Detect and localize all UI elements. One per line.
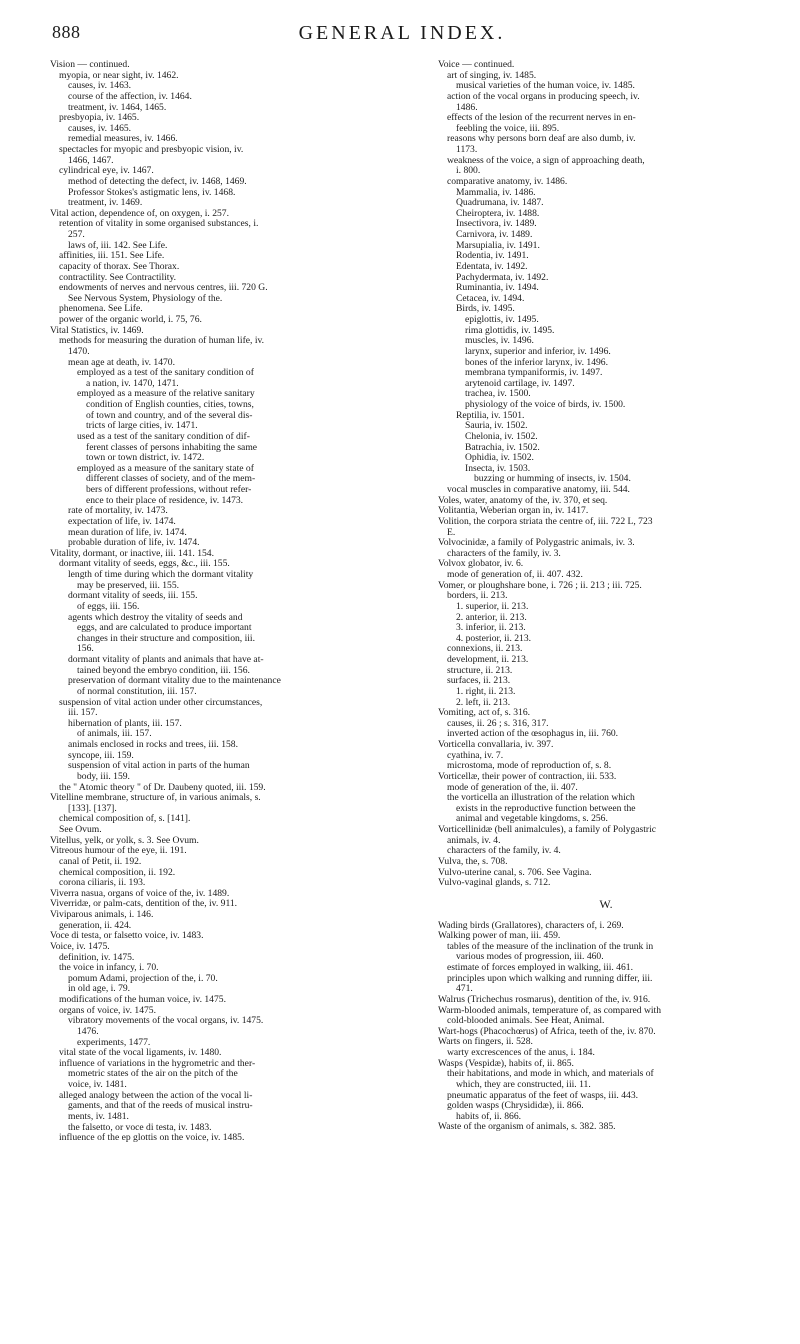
index-entry: Walrus (Trichechus rosmarus), dentition of the, iv. 916.	[438, 994, 651, 1005]
index-subentry: phenomena. See Life.	[59, 304, 143, 315]
index-subentry: ence to their place of residence, iv. 1473.	[86, 495, 244, 506]
index-subentry: animals enclosed in rocks and trees, iii. 158.	[68, 740, 238, 750]
index-subentry: affinities, iii. 151. See Life.	[59, 251, 165, 262]
index-subentry: Mammalia, iv. 1486.	[456, 187, 536, 198]
index-subentry: surfaces, ii. 213.	[447, 676, 511, 687]
index-subentry: principles upon which walking and running differ, iii.	[447, 973, 653, 984]
index-subentry: the falsetto, or voce di testa, iv. 1483.	[68, 1122, 212, 1133]
left-index-column	[50, 60, 386, 1144]
index-subentry: mometric states of the air on the pitch of the	[68, 1069, 238, 1080]
index-subentry: treatment, iv. 1464, 1465.	[68, 102, 167, 113]
index-subentry: generation, ii. 424.	[59, 920, 132, 931]
index-subentry: the " Atomic theory " of Dr. Daubeny quoted, iii. 159.	[59, 782, 266, 793]
index-subentry: 1486.	[456, 102, 478, 113]
index-entry: Wasps (Vespidæ), habits of, ii. 865.	[438, 1058, 574, 1069]
index-subentry: employed as a measure of the sanitary state of	[77, 463, 254, 474]
index-subentry: trachea, iv. 1500.	[465, 389, 531, 400]
right-index-column	[438, 60, 774, 1133]
index-subentry: chemical composition of, s. [141].	[59, 814, 191, 825]
index-subentry: Cheiroptera, iv. 1488.	[456, 208, 540, 219]
index-subentry: membrana tympaniformis, iv. 1497.	[465, 368, 603, 379]
running-title: GENERAL INDEX.	[298, 22, 506, 44]
index-subentry: suspension of vital action in parts of the human	[68, 761, 250, 772]
index-subentry: corona ciliaris, ii. 193.	[59, 878, 146, 889]
index-subentry: method of detecting the defect, iv. 1468, 1469.	[68, 176, 247, 187]
index-subentry: animals, iv. 4.	[447, 835, 501, 846]
index-entry: Viverra nasua, organs of voice of the, iv. 1489.	[50, 888, 230, 899]
index-subentry: chemical composition, ii. 192.	[59, 867, 176, 878]
index-subentry: i. 800.	[456, 166, 481, 177]
index-subentry: Quadrumana, iv. 1487.	[456, 198, 544, 209]
index-entry: Vulvo-vaginal glands, s. 712.	[438, 878, 551, 889]
index-subentry: connexions, ii. 213.	[447, 644, 523, 655]
index-subentry: epiglottis, iv. 1495.	[465, 315, 539, 325]
index-subentry: borders, ii. 213.	[447, 591, 508, 602]
index-subentry: of eggs, iii. 156.	[77, 601, 140, 612]
index-entry: Volition, the corpora striata the centre of, iii. 722 L, 723	[438, 516, 653, 527]
page-header	[52, 22, 752, 52]
index-subentry: Pachydermata, iv. 1492.	[456, 272, 549, 283]
index-subentry: See Ovum.	[59, 825, 102, 835]
index-subentry: methods for measuring the duration of human life, iv.	[59, 336, 265, 347]
index-subentry: treatment, iv. 1469.	[68, 198, 143, 209]
index-subentry: power of the organic world, i. 75, 76.	[59, 315, 202, 325]
index-entry: Vorticellinidæ (bell animalcules), a family of Polygastric	[438, 825, 657, 835]
index-subentry: cylindrical eye, iv. 1467.	[59, 166, 154, 177]
index-subentry: physiology of the voice of birds, iv. 1500.	[465, 400, 626, 410]
index-subentry: art of singing, iv. 1485.	[447, 70, 537, 81]
index-subentry: of normal constitution, iii. 157.	[77, 686, 197, 697]
index-subentry: Batrachia, iv. 1502.	[465, 442, 540, 453]
index-entry: Vitreous humour of the eye, ii. 191.	[50, 846, 187, 857]
index-subentry: Sauria, iv. 1502.	[465, 421, 528, 432]
index-subentry: employed as a measure of the relative sanitary	[77, 389, 255, 400]
index-subentry: which, they are constructed, iii. 11.	[456, 1079, 591, 1090]
index-subentry: may be preserved, iii. 155.	[77, 580, 180, 591]
index-subentry: the vorticella an illustration of the relation which	[447, 793, 635, 804]
index-subentry: ments, iv. 1481.	[68, 1111, 129, 1122]
index-subentry: alleged analogy between the action of the vocal li-	[59, 1090, 253, 1101]
index-subentry: structure, ii. 213.	[447, 665, 513, 676]
index-subentry: expectation of life, iv. 1474.	[68, 516, 176, 527]
index-subentry: Professor Stokes's astigmatic lens, iv. 1468.	[68, 187, 236, 198]
index-entry: Vital action, dependence of, on oxygen, i. 257.	[50, 208, 229, 219]
index-subentry: various modes of progression, iii. 460.	[456, 952, 604, 963]
index-subentry: myopia, or near sight, iv. 1462.	[59, 70, 179, 81]
index-subentry: influence of variations in the hygrometric and ther-	[59, 1058, 256, 1069]
index-subentry: feebling the voice, iii. 895.	[456, 123, 560, 134]
index-subentry: 1. superior, ii. 213.	[456, 601, 529, 612]
index-subentry: arytenoid cartilage, iv. 1497.	[465, 378, 575, 389]
index-subentry: E.	[447, 527, 456, 538]
index-subentry: Ophidia, iv. 1502.	[465, 453, 534, 464]
index-subentry: hibernation of plants, iii. 157.	[68, 718, 182, 729]
index-subentry: condition of English counties, cities, towns,	[86, 400, 254, 410]
index-subentry: laws of, iii. 142. See Life.	[68, 240, 168, 251]
index-subentry: changes in their structure and composition, iii.	[77, 633, 255, 644]
index-subentry: muscles, iv. 1496.	[465, 336, 534, 347]
index-subentry: experiments, 1477.	[77, 1037, 151, 1048]
index-subentry: cyathina, iv. 7.	[447, 750, 504, 761]
index-subentry: agents which destroy the vitality of seeds and	[68, 612, 243, 623]
index-subentry: habits of, ii. 866.	[456, 1111, 522, 1122]
index-entry: Vorticellæ, their power of contraction, iii. 533.	[438, 771, 617, 782]
index-entry: Vomer, or ploughshare bone, i. 726 ; ii. 213 ; iii. 725.	[438, 580, 642, 591]
index-subentry: Birds, iv. 1495.	[456, 304, 515, 315]
index-subentry: canal of Petit, ii. 192.	[59, 856, 142, 867]
index-subentry: organs of voice, iv. 1475.	[59, 1005, 156, 1016]
index-subentry: the voice in infancy, i. 70.	[59, 963, 159, 974]
index-entry: Wading birds (Grallatores), characters of, i. 269.	[438, 920, 624, 931]
index-subentry: contractility. See Contractility.	[59, 272, 177, 283]
index-entry: Walking power of man, iii. 459.	[438, 931, 561, 942]
index-subentry: retention of vitality in some organised substances, i.	[59, 219, 259, 230]
index-entry: Viviparous animals, i. 146.	[50, 910, 154, 920]
index-subentry: animal and vegetable kingdoms, s. 256.	[456, 814, 608, 825]
index-subentry: used as a test of the sanitary condition of dif-	[77, 431, 250, 442]
index-subentry: inverted action of the œsophagus in, iii. 760.	[447, 729, 619, 740]
index-subentry: comparative anatomy, iv. 1486.	[447, 176, 568, 187]
index-subentry: Ruminantia, iv. 1494.	[456, 283, 539, 294]
index-subentry: action of the vocal organs in producing speech, iv.	[447, 91, 640, 102]
index-entry: Warm-blooded animals, temperature of, as compared with	[438, 1005, 662, 1016]
index-subentry: voice, iv. 1481.	[68, 1080, 127, 1090]
index-subentry: in old age, i. 79.	[68, 984, 131, 995]
index-subentry: ferent classes of persons inhabiting the same	[86, 442, 258, 453]
index-entry: Waste of the organism of animals, s. 382. 385.	[438, 1122, 616, 1133]
index-entry: Vision — continued.	[50, 60, 130, 70]
index-subentry: dormant vitality of seeds, iii. 155.	[68, 591, 198, 602]
index-entry: Vorticella convallaria, iv. 397.	[438, 740, 554, 750]
index-entry: Vitellus, yelk, or yolk, s. 3. See Ovum.	[50, 835, 199, 846]
index-subentry: estimate of forces employed in walking, iii. 461.	[447, 963, 633, 974]
index-subentry: bones of the inferior larynx, iv. 1496.	[465, 357, 608, 368]
index-entry: Vomiting, act of, s. 316.	[438, 708, 531, 719]
index-subentry: golden wasps (Chrysididæ), ii. 866.	[447, 1101, 584, 1112]
index-subentry: tables of the measure of the inclination of the trunk in	[447, 941, 654, 952]
index-subentry: pneumatic apparatus of the feet of wasps, iii. 443.	[447, 1090, 639, 1101]
index-subentry: of animals, iii. 157.	[77, 729, 152, 740]
index-subentry: 257.	[68, 230, 85, 240]
index-subentry: length of time during which the dormant vitality	[68, 570, 254, 580]
index-subentry: mean age at death, iv. 1470.	[68, 357, 176, 368]
index-subentry: mean duration of life, iv. 1474.	[68, 527, 187, 538]
index-entry: Vital Statistics, iv. 1469.	[50, 325, 144, 336]
index-subentry: buzzing or humming of insects, iv. 1504.	[474, 474, 631, 485]
index-subentry: rate of mortality, iv. 1473.	[68, 506, 168, 517]
index-subentry: a nation, iv. 1470, 1471.	[86, 378, 179, 389]
index-subentry: tained beyond the embryo condition, iii. 156.	[77, 665, 250, 676]
index-subentry: Edentata, iv. 1492.	[456, 261, 528, 272]
index-subentry: syncope, iii. 159.	[68, 750, 134, 761]
index-entry: Voce di testa, or falsetto voice, iv. 1483.	[50, 931, 204, 942]
index-subentry: Insectivora, iv. 1489.	[456, 219, 537, 230]
index-subentry: definition, iv. 1475.	[59, 952, 135, 963]
index-subentry: probable duration of life, iv. 1474.	[68, 538, 200, 549]
index-subentry: causes, ii. 26 ; s. 316, 317.	[447, 718, 549, 729]
index-subentry: warty excrescences of the anus, i. 184.	[447, 1048, 595, 1059]
index-subentry: 1173.	[456, 145, 478, 155]
index-subentry: vibratory movements of the vocal organs, iv. 1475.	[68, 1016, 264, 1027]
index-subentry: Reptilia, iv. 1501.	[456, 410, 525, 421]
index-entry: Voice — continued.	[438, 60, 515, 70]
index-subentry: 1466, 1467.	[68, 155, 114, 166]
index-subentry: weakness of the voice, a sign of approaching death,	[447, 155, 645, 166]
index-subentry: 1470.	[68, 346, 90, 357]
index-subentry: characters of the family, iv. 4.	[447, 846, 561, 857]
index-subentry: spectacles for myopic and presbyopic vision, iv.	[59, 145, 244, 155]
index-subentry: dormant vitality of seeds, eggs, &c., iii. 155.	[59, 559, 230, 570]
index-subentry: vocal muscles in comparative anatomy, iii. 544.	[447, 485, 630, 495]
index-subentry: See Nervous System, Physiology of the.	[68, 293, 223, 304]
index-subentry: their habitations, and mode in which, and materials of	[447, 1069, 654, 1080]
index-entry: Vitality, dormant, or inactive, iii. 141. 154.	[50, 548, 214, 559]
index-subentry: capacity of thorax. See Thorax.	[59, 261, 180, 272]
index-subentry: Chelonia, iv. 1502.	[465, 431, 538, 442]
index-subentry: remedial measures, iv. 1466.	[68, 134, 178, 145]
index-subentry: 4. posterior, ii. 213.	[456, 633, 532, 644]
index-entry: Vulva, the, s. 708.	[438, 856, 508, 867]
index-subentry: development, ii. 213.	[447, 655, 529, 665]
index-subentry: rima glottidis, iv. 1495.	[465, 325, 555, 336]
index-subentry: iii. 157.	[68, 708, 98, 719]
index-subentry: endowments of nerves and nervous centres, iii. 720 G.	[59, 283, 268, 294]
index-subentry: 2. anterior, ii. 213.	[456, 612, 527, 623]
index-subentry: causes, iv. 1465.	[68, 123, 132, 134]
index-subentry: Carnivora, iv. 1489.	[456, 230, 533, 240]
index-subentry: causes, iv. 1463.	[68, 81, 132, 92]
index-entry: Volvocinidæ, a family of Polygastric animals, iv. 3.	[438, 538, 635, 549]
index-subentry: 2. left, ii. 213.	[456, 697, 511, 708]
index-subentry: larynx, superior and inferior, iv. 1496.	[465, 346, 611, 357]
index-subentry: tricts of large cities, iv. 1471.	[86, 421, 198, 432]
index-subentry: course of the affection, iv. 1464.	[68, 91, 192, 102]
index-subentry: 1. right, ii. 213.	[456, 686, 516, 697]
index-subentry: different classes of society, and of the mem-	[86, 474, 256, 485]
index-entry: Volitantia, Weberian organ in, iv. 1417.	[438, 506, 589, 517]
index-entry: Wart-hogs (Phacochœrus) of Africa, teeth of the, iv. 870.	[438, 1026, 656, 1037]
index-entry: Voles, water, anatomy of the, iv. 370, et seq.	[438, 495, 608, 506]
index-subentry: employed as a test of the sanitary condition of	[77, 368, 254, 379]
index-subentry: gaments, and that of the reeds of musical instru-	[68, 1101, 253, 1112]
index-subentry: mode of generation of, ii. 407. 432.	[447, 570, 583, 580]
index-subentry: Marsupialia, iv. 1491.	[456, 240, 540, 251]
index-subentry: vital state of the vocal ligaments, iv. 1480.	[59, 1048, 222, 1059]
index-subentry: musical varieties of the human voice, iv. 1485.	[456, 81, 635, 92]
index-subentry: microstoma, mode of reproduction of, s. 8.	[447, 761, 612, 772]
index-entry: Warts on fingers, ii. 528.	[438, 1037, 533, 1048]
index-subentry: 1476.	[77, 1026, 99, 1037]
index-entry: Voice, iv. 1475.	[50, 941, 110, 952]
index-entry: Vitelline membrane, structure of, in various animals, s.	[50, 793, 261, 804]
index-subentry: 156.	[77, 644, 94, 655]
index-subentry: cold-blooded animals. See Heat, Animal.	[447, 1016, 605, 1027]
index-subentry: of town and country, and of the several dis-	[86, 410, 253, 421]
index-subentry: modifications of the human voice, iv. 1475.	[59, 995, 226, 1005]
index-subentry: [133]. [137].	[68, 803, 117, 814]
section-gap	[438, 889, 774, 900]
index-subentry: body, iii. 159.	[77, 771, 130, 782]
index-subentry: dormant vitality of plants and animals that have at-	[68, 655, 264, 665]
index-subentry: mode of generation of the, ii. 407.	[447, 782, 578, 793]
index-entry: Viverridæ, or palm-cats, dentition of the, iv. 911.	[50, 899, 238, 910]
index-subentry: effects of the lesion of the recurrent nerves in en-	[447, 113, 636, 124]
index-subentry: town or town district, iv. 1472.	[86, 453, 205, 464]
index-subentry: characters of the family, iv. 3.	[447, 548, 561, 559]
section-letter: W.	[599, 899, 613, 910]
index-subentry: eggs, and are calculated to produce important	[77, 623, 252, 634]
index-subentry: 3. inferior, ii. 213.	[456, 623, 526, 634]
index-subentry: reasons why persons born deaf are also dumb, iv.	[447, 134, 636, 145]
index-subentry: Rodentia, iv. 1491.	[456, 251, 529, 262]
index-entry: Volvox globator, iv. 6.	[438, 559, 524, 570]
index-subentry: influence of the ep glottis on the voice, iv. 1485.	[59, 1133, 245, 1144]
page-number: 888	[52, 22, 81, 42]
index-subentry: Cetacea, iv. 1494.	[456, 293, 525, 304]
index-subentry: presbyopia, iv. 1465.	[59, 113, 140, 124]
section-gap	[438, 910, 774, 921]
index-subentry: suspension of vital action under other circumstances,	[59, 697, 263, 708]
index-subentry: 471.	[456, 984, 473, 995]
index-subentry: bers of different professions, without refer-	[86, 485, 252, 495]
index-subentry: preservation of dormant vitality due to the maintenance	[68, 676, 281, 687]
index-subentry: exists in the reproductive function between the	[456, 803, 636, 814]
index-entry: Vulvo-uterine canal, s. 706. See Vagina.	[438, 867, 592, 878]
index-subentry: Insecta, iv. 1503.	[465, 463, 531, 474]
index-subentry: pomum Adami, projection of the, i. 70.	[68, 973, 218, 984]
